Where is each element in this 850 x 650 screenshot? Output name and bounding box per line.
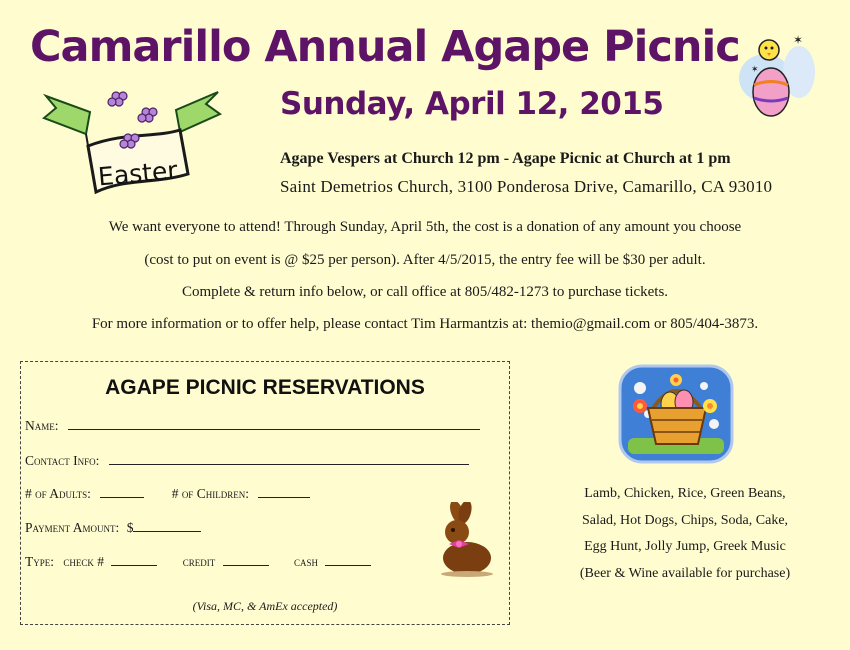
check-label: check # xyxy=(63,554,105,569)
currency-symbol: $ xyxy=(126,520,134,535)
cards-accepted-note: (Visa, MC, & AmEx accepted) xyxy=(192,599,338,613)
event-schedule: Agape Vespers at Church 12 pm - Agape Picnic at Church at 1 pm xyxy=(280,150,731,167)
credit-field[interactable] xyxy=(223,553,269,566)
banner-label: Easter xyxy=(96,155,179,192)
easter-banner-icon xyxy=(42,86,222,206)
reservation-heading: AGAPE PICNIC RESERVATIONS xyxy=(105,376,425,399)
payment-field[interactable] xyxy=(133,519,201,532)
check-field[interactable] xyxy=(111,553,157,566)
info-paragraph: For more information or to offer help, please contact Tim Harmantzis at: themio@gmail.com or 805/404-3873. xyxy=(91,316,759,332)
info-paragraph: We want everyone to attend! Through Sunday, April 5th, the cost is a donation of any amount you choose xyxy=(108,219,742,235)
name-field[interactable] xyxy=(68,417,480,430)
info-paragraph: (cost to put on event is @ $25 per person). After 4/5/2015, the entry fee will be $30 per adult. xyxy=(144,252,706,268)
children-label: # of Children: xyxy=(171,486,249,501)
name-row xyxy=(25,417,480,434)
contact-row xyxy=(25,452,469,469)
type-label: Type: xyxy=(25,554,54,569)
adults-field[interactable] xyxy=(100,485,144,498)
payment-label: Payment Amount: xyxy=(25,520,120,535)
credit-label: credit xyxy=(182,554,216,569)
cash-label: cash xyxy=(294,554,319,569)
flyer-title: Camarillo Annual Agape Picnic xyxy=(30,22,740,72)
cash-field[interactable] xyxy=(325,553,371,566)
contact-label: Contact Info: xyxy=(25,453,100,468)
menu-line: Egg Hunt, Jolly Jump, Greek Music xyxy=(584,539,786,554)
chocolate-bunny-icon xyxy=(431,502,495,578)
info-paragraph: Complete & return info below, or call office at 805/482-1273 to purchase tickets. xyxy=(181,284,669,300)
event-date: Sunday, April 12, 2015 xyxy=(280,86,664,122)
menu-line: Lamb, Chicken, Rice, Green Beans, xyxy=(584,486,786,501)
name-label: Name: xyxy=(25,418,59,433)
adults-label: # of Adults: xyxy=(25,486,91,501)
svg-text:✶: ✶ xyxy=(793,33,804,47)
svg-text:✶: ✶ xyxy=(751,65,759,75)
reservation-form xyxy=(20,361,510,625)
contact-field[interactable] xyxy=(109,452,469,465)
menu-line: Salad, Hot Dogs, Chips, Soda, Cake, xyxy=(581,513,789,528)
chick-egg-icon xyxy=(725,30,820,125)
event-address: Saint Demetrios Church, 3100 Ponderosa Drive, Camarillo, CA 93010 xyxy=(280,177,773,196)
attendee-count-row xyxy=(25,485,310,502)
easter-basket-icon xyxy=(618,364,734,464)
payment-type-row xyxy=(25,553,371,570)
children-field[interactable] xyxy=(258,485,310,498)
menu-line: (Beer & Wine available for purchase) xyxy=(579,566,791,581)
payment-row xyxy=(25,519,201,536)
